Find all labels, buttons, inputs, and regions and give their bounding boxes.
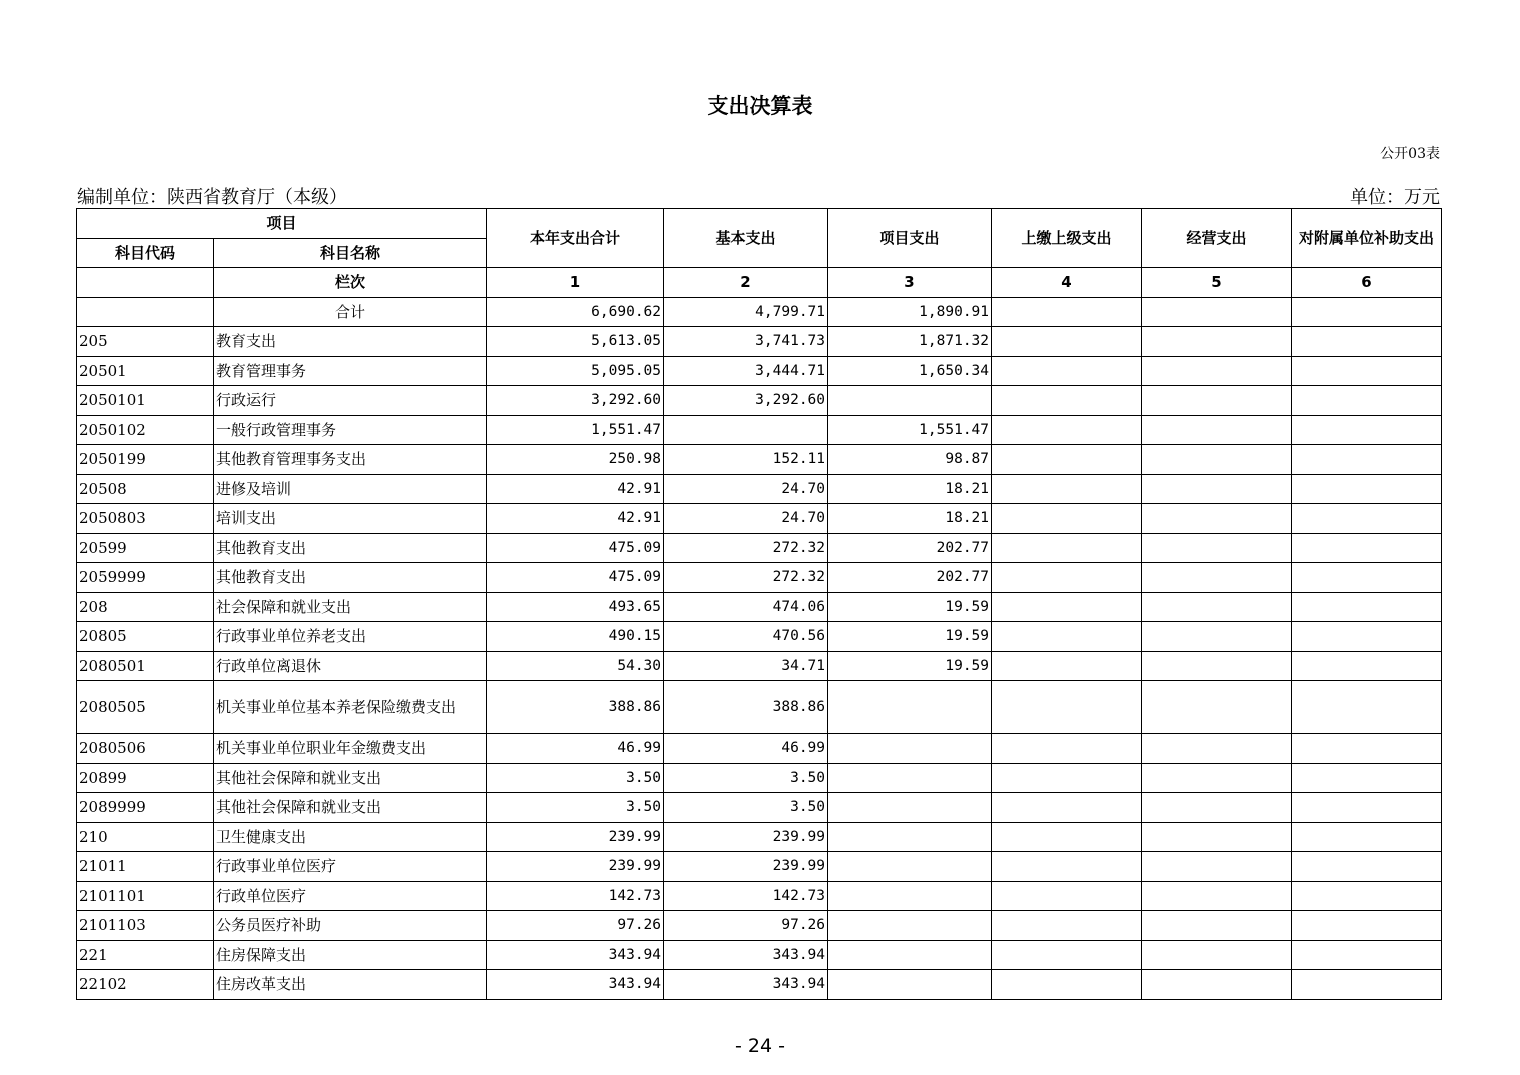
row-basic: 3.50 [664, 793, 828, 823]
table-row [77, 327, 1442, 357]
row-subsidy [1292, 415, 1442, 445]
row-name: 其他社会保障和就业支出 [214, 793, 487, 823]
row-operating [1142, 445, 1292, 475]
row-project [828, 911, 992, 941]
row-upper [992, 940, 1142, 970]
row-upper [992, 327, 1142, 357]
row-basic: 272.32 [664, 533, 828, 563]
row-total: 388.86 [487, 681, 664, 734]
row-project [828, 852, 992, 882]
row-operating [1142, 415, 1292, 445]
row-upper [992, 504, 1142, 534]
row-subsidy [1292, 881, 1442, 911]
header-basic: 基本支出 [664, 209, 828, 268]
row-basic: 46.99 [664, 734, 828, 764]
row-basic: 239.99 [664, 822, 828, 852]
row-upper [992, 970, 1142, 1000]
row-project [828, 734, 992, 764]
table-row [77, 734, 1442, 764]
row-total: 5,095.05 [487, 356, 664, 386]
row-code: 208 [77, 592, 214, 622]
row-name: 行政事业单位养老支出 [214, 622, 487, 652]
table-row [77, 622, 1442, 652]
header-project: 项目支出 [828, 209, 992, 268]
row-project [828, 881, 992, 911]
row-project: 18.21 [828, 504, 992, 534]
row-project: 98.87 [828, 445, 992, 475]
row-basic: 24.70 [664, 504, 828, 534]
row-total: 54.30 [487, 651, 664, 681]
row-basic: 343.94 [664, 940, 828, 970]
total-row-operating [1142, 297, 1292, 327]
column-index-6: 6 [1292, 268, 1442, 298]
header-total: 本年支出合计 [487, 209, 664, 268]
row-code: 20805 [77, 622, 214, 652]
header-operating: 经营支出 [1142, 209, 1292, 268]
total-row-subsidy [1292, 297, 1442, 327]
total-row-label: 合计 [214, 297, 487, 327]
row-name: 住房保障支出 [214, 940, 487, 970]
row-operating [1142, 681, 1292, 734]
row-total: 142.73 [487, 881, 664, 911]
row-name: 行政单位医疗 [214, 881, 487, 911]
table-row [77, 504, 1442, 534]
row-subsidy [1292, 852, 1442, 882]
row-code: 2101101 [77, 881, 214, 911]
row-subsidy [1292, 563, 1442, 593]
total-row-code [77, 297, 214, 327]
row-subsidy [1292, 681, 1442, 734]
row-basic: 272.32 [664, 563, 828, 593]
row-project: 19.59 [828, 592, 992, 622]
row-basic: 3,741.73 [664, 327, 828, 357]
row-name: 社会保障和就业支出 [214, 592, 487, 622]
table-row [77, 763, 1442, 793]
row-name: 其他教育管理事务支出 [214, 445, 487, 475]
row-total: 239.99 [487, 822, 664, 852]
row-operating [1142, 852, 1292, 882]
row-subsidy [1292, 970, 1442, 1000]
row-code: 22102 [77, 970, 214, 1000]
row-code: 2089999 [77, 793, 214, 823]
row-subsidy [1292, 940, 1442, 970]
row-operating [1142, 533, 1292, 563]
row-operating [1142, 563, 1292, 593]
row-upper [992, 651, 1142, 681]
row-upper [992, 622, 1142, 652]
row-name: 机关事业单位职业年金缴费支出 [214, 734, 487, 764]
column-index-2: 2 [664, 268, 828, 298]
row-project: 19.59 [828, 622, 992, 652]
row-total: 3,292.60 [487, 386, 664, 416]
table-row [77, 822, 1442, 852]
row-name: 行政单位离退休 [214, 651, 487, 681]
row-total: 42.91 [487, 474, 664, 504]
row-subsidy [1292, 763, 1442, 793]
row-name: 行政运行 [214, 386, 487, 416]
org-label: 编制单位：陕西省教育厅（本级） [77, 187, 347, 208]
row-name: 教育支出 [214, 327, 487, 357]
table-row [77, 592, 1442, 622]
page-number: - 24 - [735, 1035, 785, 1057]
total-row-total: 6,690.62 [487, 297, 664, 327]
row-project [828, 386, 992, 416]
row-upper [992, 881, 1142, 911]
table-row [77, 940, 1442, 970]
row-subsidy [1292, 356, 1442, 386]
row-name: 一般行政管理事务 [214, 415, 487, 445]
row-subsidy [1292, 474, 1442, 504]
row-subsidy [1292, 386, 1442, 416]
row-total: 475.09 [487, 533, 664, 563]
row-basic: 97.26 [664, 911, 828, 941]
row-subsidy [1292, 533, 1442, 563]
row-name: 其他社会保障和就业支出 [214, 763, 487, 793]
row-upper [992, 592, 1142, 622]
row-basic: 474.06 [664, 592, 828, 622]
row-project: 1,871.32 [828, 327, 992, 357]
row-code: 2050101 [77, 386, 214, 416]
row-total: 5,613.05 [487, 327, 664, 357]
row-operating [1142, 622, 1292, 652]
row-operating [1142, 881, 1292, 911]
row-code: 2080501 [77, 651, 214, 681]
total-row [77, 297, 1442, 327]
row-subsidy [1292, 734, 1442, 764]
row-upper [992, 734, 1142, 764]
row-name: 行政事业单位医疗 [214, 852, 487, 882]
row-subsidy [1292, 592, 1442, 622]
row-upper [992, 445, 1142, 475]
row-total: 46.99 [487, 734, 664, 764]
row-subsidy [1292, 327, 1442, 357]
header-subsidy: 对附属单位补助支出 [1292, 209, 1442, 268]
row-upper [992, 563, 1142, 593]
row-code: 2080506 [77, 734, 214, 764]
row-code: 2080505 [77, 681, 214, 734]
row-upper [992, 822, 1142, 852]
row-name: 机关事业单位基本养老保险缴费支出 [214, 681, 487, 734]
row-code: 210 [77, 822, 214, 852]
row-operating [1142, 592, 1292, 622]
row-code: 20508 [77, 474, 214, 504]
row-project: 18.21 [828, 474, 992, 504]
header-code: 科目代码 [77, 238, 214, 268]
row-total: 42.91 [487, 504, 664, 534]
row-operating [1142, 734, 1292, 764]
unit-label: 单位：万元 [1350, 187, 1440, 208]
row-basic: 3,444.71 [664, 356, 828, 386]
row-basic [664, 415, 828, 445]
table-row [77, 445, 1442, 475]
table-row [77, 793, 1442, 823]
table-row [77, 911, 1442, 941]
table-row [77, 651, 1442, 681]
row-name: 卫生健康支出 [214, 822, 487, 852]
row-total: 1,551.47 [487, 415, 664, 445]
row-operating [1142, 651, 1292, 681]
column-index-5: 5 [1142, 268, 1292, 298]
row-name: 培训支出 [214, 504, 487, 534]
header-item: 项目 [77, 209, 487, 239]
table-code: 公开03表 [1380, 146, 1440, 162]
row-code: 2050102 [77, 415, 214, 445]
total-row-upper [992, 297, 1142, 327]
row-project: 202.77 [828, 563, 992, 593]
row-upper [992, 911, 1142, 941]
row-total: 493.65 [487, 592, 664, 622]
table-row [77, 852, 1442, 882]
column-index-3: 3 [828, 268, 992, 298]
page-title: 支出决算表 [707, 94, 813, 118]
row-code: 2050803 [77, 504, 214, 534]
row-basic: 24.70 [664, 474, 828, 504]
row-code: 20501 [77, 356, 214, 386]
row-upper [992, 533, 1142, 563]
row-operating [1142, 504, 1292, 534]
row-name: 住房改革支出 [214, 970, 487, 1000]
row-operating [1142, 970, 1292, 1000]
row-subsidy [1292, 822, 1442, 852]
table-row [77, 356, 1442, 386]
table-row [77, 415, 1442, 445]
row-basic: 3,292.60 [664, 386, 828, 416]
row-basic: 388.86 [664, 681, 828, 734]
row-basic: 343.94 [664, 970, 828, 1000]
row-basic: 152.11 [664, 445, 828, 475]
row-project: 19.59 [828, 651, 992, 681]
row-total: 250.98 [487, 445, 664, 475]
row-name: 其他教育支出 [214, 563, 487, 593]
row-upper [992, 852, 1142, 882]
row-code: 2050199 [77, 445, 214, 475]
row-name: 教育管理事务 [214, 356, 487, 386]
row-upper [992, 474, 1142, 504]
row-code: 20599 [77, 533, 214, 563]
row-project [828, 763, 992, 793]
row-operating [1142, 327, 1292, 357]
row-upper [992, 356, 1142, 386]
row-operating [1142, 793, 1292, 823]
row-subsidy [1292, 445, 1442, 475]
row-upper [992, 763, 1142, 793]
table-row [77, 681, 1442, 734]
row-total: 3.50 [487, 763, 664, 793]
row-basic: 142.73 [664, 881, 828, 911]
row-name: 进修及培训 [214, 474, 487, 504]
row-code: 2101103 [77, 911, 214, 941]
row-subsidy [1292, 504, 1442, 534]
column-index-row [77, 268, 1442, 298]
expenditure-table [76, 208, 1442, 1000]
row-operating [1142, 386, 1292, 416]
row-basic: 34.71 [664, 651, 828, 681]
table-row [77, 386, 1442, 416]
row-operating [1142, 356, 1292, 386]
row-project [828, 970, 992, 1000]
row-total: 475.09 [487, 563, 664, 593]
total-row-basic: 4,799.71 [664, 297, 828, 327]
row-project: 1,551.47 [828, 415, 992, 445]
row-subsidy [1292, 911, 1442, 941]
header-row-1 [77, 209, 1442, 239]
column-index-blank [77, 268, 214, 298]
row-project: 1,650.34 [828, 356, 992, 386]
row-basic: 239.99 [664, 852, 828, 882]
row-total: 239.99 [487, 852, 664, 882]
row-subsidy [1292, 793, 1442, 823]
row-project [828, 822, 992, 852]
table-row [77, 881, 1442, 911]
row-total: 3.50 [487, 793, 664, 823]
row-total: 490.15 [487, 622, 664, 652]
row-project [828, 793, 992, 823]
column-index-label: 栏次 [214, 268, 487, 298]
row-operating [1142, 940, 1292, 970]
row-upper [992, 793, 1142, 823]
row-code: 205 [77, 327, 214, 357]
row-subsidy [1292, 651, 1442, 681]
row-subsidy [1292, 622, 1442, 652]
row-name: 公务员医疗补助 [214, 911, 487, 941]
row-name: 其他教育支出 [214, 533, 487, 563]
row-code: 221 [77, 940, 214, 970]
row-total: 343.94 [487, 970, 664, 1000]
row-operating [1142, 474, 1292, 504]
row-code: 2059999 [77, 563, 214, 593]
table-row [77, 533, 1442, 563]
table-row [77, 970, 1442, 1000]
header-upper: 上缴上级支出 [992, 209, 1142, 268]
row-total: 343.94 [487, 940, 664, 970]
row-project [828, 681, 992, 734]
column-index-4: 4 [992, 268, 1142, 298]
row-upper [992, 386, 1142, 416]
row-upper [992, 681, 1142, 734]
header-name: 科目名称 [214, 238, 487, 268]
table-row [77, 474, 1442, 504]
row-code: 20899 [77, 763, 214, 793]
row-code: 21011 [77, 852, 214, 882]
row-basic: 3.50 [664, 763, 828, 793]
row-basic: 470.56 [664, 622, 828, 652]
row-operating [1142, 911, 1292, 941]
table-row [77, 563, 1442, 593]
row-total: 97.26 [487, 911, 664, 941]
row-operating [1142, 822, 1292, 852]
row-project: 202.77 [828, 533, 992, 563]
row-operating [1142, 763, 1292, 793]
column-index-1: 1 [487, 268, 664, 298]
row-project [828, 940, 992, 970]
total-row-project: 1,890.91 [828, 297, 992, 327]
row-upper [992, 415, 1142, 445]
